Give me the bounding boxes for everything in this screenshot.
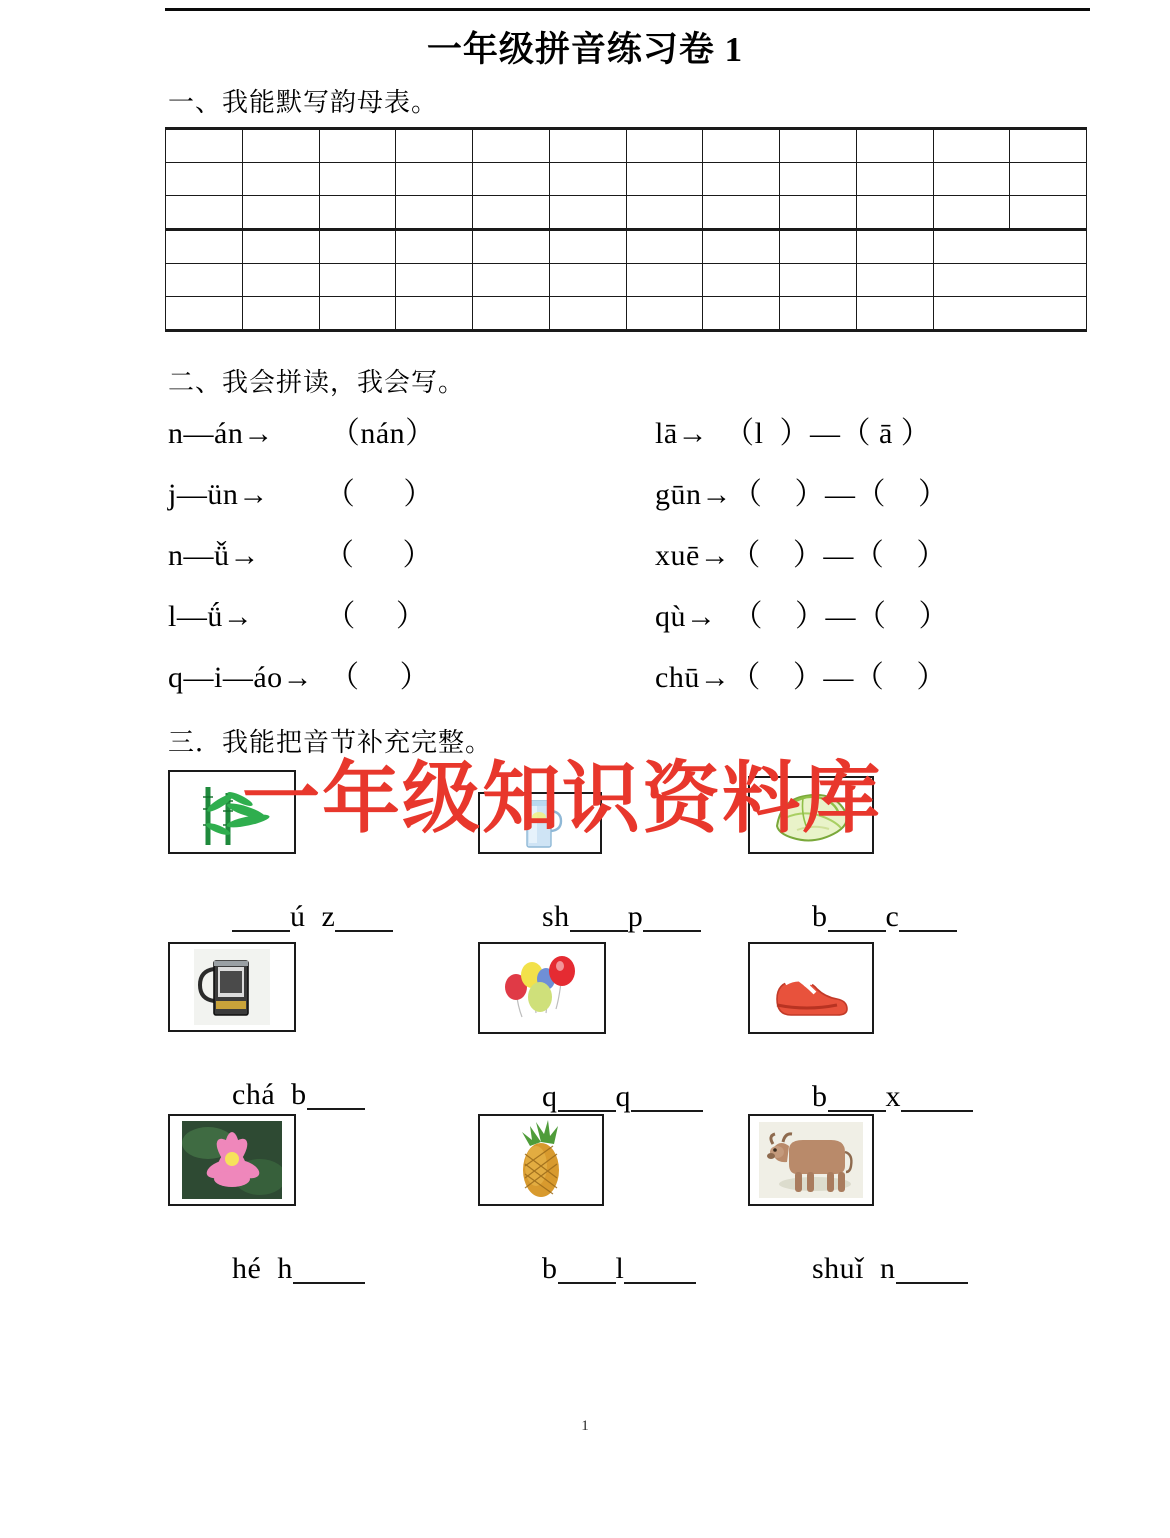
pinyin-split-right[interactable]: chū→（ ）—（ ） xyxy=(655,661,947,694)
grid-cell[interactable] xyxy=(856,129,933,163)
grid-cell[interactable] xyxy=(166,129,243,163)
water-glass-picture xyxy=(478,792,602,854)
grid-cell[interactable] xyxy=(1010,196,1087,230)
pinyin-answer-line[interactable] xyxy=(478,1218,778,1320)
table-row xyxy=(166,230,1087,264)
yunmu-writing-grid[interactable] xyxy=(165,127,1087,332)
grid-cell[interactable] xyxy=(396,264,473,297)
grid-cell[interactable] xyxy=(166,163,243,196)
pinyin-hint: ú z xyxy=(290,900,336,933)
answer-blank[interactable] xyxy=(828,1110,886,1112)
grid-cell[interactable] xyxy=(626,264,703,297)
grid-cell[interactable] xyxy=(242,264,319,297)
header-rule xyxy=(165,8,1090,11)
pinyin-exercise-row xyxy=(0,469,1170,530)
grid-cell[interactable] xyxy=(473,297,550,331)
pinyin-split-right[interactable]: xuē→（ ）—（ ） xyxy=(655,539,947,572)
grid-cell[interactable] xyxy=(933,297,1087,331)
grid-cell[interactable] xyxy=(780,264,857,297)
grid-cell[interactable] xyxy=(856,196,933,230)
pinyin-hint: chá b xyxy=(232,1078,307,1111)
answer-blank[interactable] xyxy=(570,930,628,932)
watermark-text: 一年级知识资料库 xyxy=(242,754,883,844)
lotus-flower-picture xyxy=(168,1114,296,1206)
picture-exercise-item xyxy=(168,770,468,968)
pinyin-exercise-row xyxy=(0,408,1170,469)
table-row xyxy=(166,163,1087,196)
grid-cell[interactable] xyxy=(242,129,319,163)
pinyin-hint: hé h xyxy=(232,1252,293,1285)
grid-cell[interactable] xyxy=(1010,163,1087,196)
table-row xyxy=(166,264,1087,297)
pinyin-hint: shuǐ n xyxy=(812,1252,896,1285)
grid-cell[interactable] xyxy=(549,163,626,196)
table-row xyxy=(166,297,1087,331)
grid-cell[interactable] xyxy=(242,297,319,331)
grid-cell[interactable] xyxy=(780,230,857,264)
grid-cell[interactable] xyxy=(319,297,396,331)
grid-cell[interactable] xyxy=(626,297,703,331)
pinyin-blend-left[interactable]: j—ün→ （ ） xyxy=(168,478,434,511)
grid-cell[interactable] xyxy=(703,230,780,264)
answer-blank[interactable] xyxy=(558,1110,616,1112)
grid-cell[interactable] xyxy=(703,196,780,230)
grid-cell[interactable] xyxy=(933,163,1010,196)
pinyin-hint: p xyxy=(627,900,644,933)
grid-cell[interactable] xyxy=(703,297,780,331)
grid-cell[interactable] xyxy=(703,163,780,196)
picture-exercise-row xyxy=(0,770,1170,942)
answer-blank[interactable] xyxy=(307,1108,365,1110)
section-three-heading: 三．我能把音节补充完整。 xyxy=(168,728,493,757)
section-two-exercises xyxy=(0,408,1170,713)
picture-exercise-row xyxy=(0,1114,1170,1286)
grid-cell[interactable] xyxy=(549,297,626,331)
grid-cell[interactable] xyxy=(549,230,626,264)
grid-cell[interactable] xyxy=(166,297,243,331)
pinyin-hint: c xyxy=(885,900,900,933)
grid-cell[interactable] xyxy=(319,264,396,297)
pinyin-hint: q xyxy=(615,1080,631,1113)
grid-cell[interactable] xyxy=(1010,129,1087,163)
grid-cell[interactable] xyxy=(396,129,473,163)
pinyin-hint: l xyxy=(615,1252,625,1285)
grid-cell[interactable] xyxy=(626,230,703,264)
pinyin-split-right[interactable]: lā→ （l ）—（ ā ） xyxy=(655,417,932,450)
grid-cell[interactable] xyxy=(166,196,243,230)
answer-blank[interactable] xyxy=(624,1282,696,1284)
pinyin-exercise-row xyxy=(0,591,1170,652)
grid-cell[interactable] xyxy=(856,297,933,331)
grid-cell[interactable] xyxy=(473,230,550,264)
pinyin-hint: x xyxy=(885,1080,901,1113)
pinyin-hint: b xyxy=(812,900,828,933)
grid-cell[interactable] xyxy=(933,129,1010,163)
grid-cell[interactable] xyxy=(396,196,473,230)
grid-cell[interactable] xyxy=(396,230,473,264)
grid-cell[interactable] xyxy=(319,196,396,230)
grid-cell[interactable] xyxy=(626,196,703,230)
grid-cell[interactable] xyxy=(319,163,396,196)
picture-exercise-item xyxy=(748,1114,1048,1320)
pinyin-hint: q xyxy=(542,1080,558,1113)
grid-cell[interactable] xyxy=(396,163,473,196)
tea-mug-picture xyxy=(168,942,296,1032)
grid-cell[interactable] xyxy=(396,297,473,331)
answer-blank[interactable] xyxy=(899,930,957,932)
answer-blank[interactable] xyxy=(901,1110,973,1112)
pinyin-blend-left[interactable]: q—i—áo→ （ ） xyxy=(168,661,431,694)
answer-blank[interactable] xyxy=(643,930,701,932)
grid-cell[interactable] xyxy=(549,264,626,297)
answer-blank[interactable] xyxy=(896,1282,968,1284)
grid-cell[interactable] xyxy=(933,230,1087,264)
section-three-pictures xyxy=(0,770,1170,1286)
pinyin-answer-line[interactable] xyxy=(168,1218,468,1320)
grid-cell[interactable] xyxy=(780,196,857,230)
grid-cell[interactable] xyxy=(780,297,857,331)
answer-blank[interactable] xyxy=(558,1282,616,1284)
cow-picture xyxy=(748,1114,874,1206)
grid-cell[interactable] xyxy=(703,264,780,297)
pinyin-split-right[interactable]: gūn→（ ）—（ ） xyxy=(655,478,949,511)
pinyin-split-right[interactable]: qù→ （ ）—（ ） xyxy=(655,600,949,633)
grid-cell[interactable] xyxy=(703,129,780,163)
grid-cell[interactable] xyxy=(780,129,857,163)
grid-cell[interactable] xyxy=(242,196,319,230)
pinyin-hint: sh xyxy=(542,900,570,933)
balloons-picture xyxy=(478,942,606,1034)
grid-cell[interactable] xyxy=(473,264,550,297)
answer-blank[interactable] xyxy=(631,1110,703,1112)
grid-cell[interactable] xyxy=(856,163,933,196)
answer-blank[interactable] xyxy=(828,930,886,932)
grid-cell[interactable] xyxy=(166,264,243,297)
page-number: 1 xyxy=(581,1418,589,1434)
grid-cell[interactable] xyxy=(626,163,703,196)
pinyin-blend-left[interactable]: n—án→ （nán） xyxy=(168,417,436,450)
picture-exercise-item xyxy=(168,1114,468,1320)
grid-cell[interactable] xyxy=(319,129,396,163)
picture-exercise-item xyxy=(478,770,778,968)
grid-cell[interactable] xyxy=(856,264,933,297)
pinyin-exercise-row xyxy=(0,530,1170,591)
red-shoes-picture xyxy=(748,942,874,1034)
grid-cell[interactable] xyxy=(933,196,1010,230)
pinyin-exercise-row xyxy=(0,652,1170,713)
grid-cell[interactable] xyxy=(319,230,396,264)
pinyin-blend-left[interactable]: l—ǘ→ （ ） xyxy=(168,600,427,633)
grid-cell[interactable] xyxy=(242,163,319,196)
grid-cell[interactable] xyxy=(780,163,857,196)
grid-cell[interactable] xyxy=(626,129,703,163)
picture-exercise-item xyxy=(748,770,1048,968)
table-row xyxy=(166,196,1087,230)
bamboo-picture xyxy=(168,770,296,854)
table-row xyxy=(166,129,1087,163)
section-one-heading: 一、我能默写韵母表。 xyxy=(168,88,439,117)
cabbage-picture xyxy=(748,776,874,854)
answer-blank[interactable] xyxy=(335,930,393,932)
pinyin-hint: b xyxy=(812,1080,828,1113)
picture-exercise-item xyxy=(478,1114,778,1320)
picture-exercise-row xyxy=(0,942,1170,1114)
pinyin-blend-left[interactable]: n—ǚ→ （ ） xyxy=(168,539,433,572)
pinyin-hint: b xyxy=(542,1252,558,1285)
grid-cell[interactable] xyxy=(473,196,550,230)
answer-blank[interactable] xyxy=(232,930,290,932)
grid-cell[interactable] xyxy=(549,196,626,230)
answer-blank[interactable] xyxy=(293,1282,365,1284)
grid-cell[interactable] xyxy=(166,230,243,264)
pineapple-picture xyxy=(478,1114,604,1206)
section-two-heading: 二、我会拼读，我会写。 xyxy=(168,368,466,397)
grid-cell[interactable] xyxy=(473,129,550,163)
grid-cell[interactable] xyxy=(473,163,550,196)
pinyin-answer-line[interactable] xyxy=(748,1218,1048,1320)
page-title: 一年级拼音练习卷 1 xyxy=(426,30,744,69)
grid-cell[interactable] xyxy=(549,129,626,163)
grid-cell[interactable] xyxy=(242,230,319,264)
grid-cell[interactable] xyxy=(933,264,1087,297)
grid-cell[interactable] xyxy=(856,230,933,264)
